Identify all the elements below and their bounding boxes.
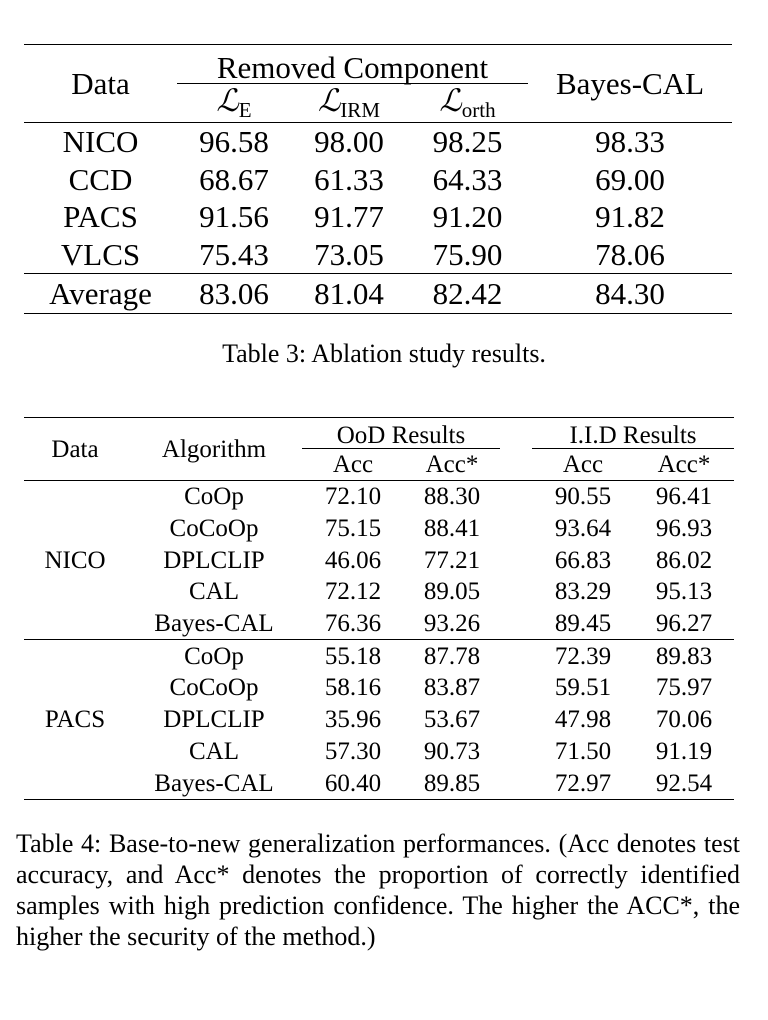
cell-algo: CoOp <box>126 481 302 513</box>
cell-iid-acc: 83.29 <box>554 578 612 606</box>
table-row <box>24 123 732 161</box>
table-4 <box>24 417 734 800</box>
cell-group-data: NICO <box>24 481 126 640</box>
cell-ood-acc-star: 89.05 <box>423 578 481 606</box>
cell-bayes: 91.82 <box>595 199 665 235</box>
header-gap <box>500 418 532 449</box>
cell-lorth: 91.20 <box>432 199 503 235</box>
cell-iid-acc-star: 91.19 <box>655 737 713 765</box>
group-pacs <box>24 640 734 799</box>
average-row <box>24 274 732 314</box>
cell-iid-acc-star: 95.13 <box>655 578 713 606</box>
cell-data: PACS <box>63 199 138 235</box>
table-4-caption: Table 4: Base-to-new generalization performances. (Acc denotes test accuracy, and Acc* denotes the proportion of correctly identified samples with high prediction confidence. The higher the ACC*, the higher the security of the method.) <box>16 829 740 951</box>
table-row <box>24 161 732 199</box>
cell-lorth: 98.25 <box>407 123 528 161</box>
ablation-table <box>24 44 732 314</box>
table-row <box>24 704 734 736</box>
loss-subscript: orth <box>461 98 496 122</box>
header-ood-acc: Acc <box>332 451 374 478</box>
cell-gap <box>500 672 532 704</box>
cell-bayes: 69.00 <box>595 161 665 197</box>
cell-algo: CAL <box>189 737 239 765</box>
cell-lorth: 75.90 <box>432 236 503 272</box>
cell-gap <box>500 513 532 545</box>
cell-algo: Bayes-CAL <box>154 610 274 638</box>
header-removed-component: Removed Component <box>177 45 528 84</box>
cell-gap <box>500 544 532 576</box>
cell-gap <box>500 608 532 640</box>
cell-algo: DPLCLIP <box>163 706 265 734</box>
generalization-table <box>24 417 734 800</box>
cell-bayes: 84.30 <box>528 274 732 314</box>
cell-iid-acc-star: 75.97 <box>655 674 713 702</box>
cell-iid-acc-star: 89.83 <box>634 640 734 672</box>
cell-iid-acc-star: 96.41 <box>634 481 734 513</box>
cell-ood-acc-star: 93.26 <box>423 610 481 638</box>
table-row <box>24 576 734 608</box>
cell-iid-acc: 90.55 <box>532 481 634 513</box>
cell-iid-acc: 72.39 <box>532 640 634 672</box>
cell-iid-acc: 71.50 <box>554 737 612 765</box>
cell-algo: CoCoOp <box>169 515 259 543</box>
cell-iid-acc-star: 96.93 <box>655 515 713 543</box>
header-iid-results: I.I.D Results <box>532 418 734 449</box>
header-loss-e <box>177 84 291 123</box>
cell-le: 68.67 <box>199 161 269 197</box>
cell-ood-acc: 72.12 <box>324 578 382 606</box>
cell-lorth: 64.33 <box>432 161 503 197</box>
cell-lorth: 82.42 <box>407 274 528 314</box>
table-row <box>24 198 732 236</box>
cell-iid-acc: 59.51 <box>554 674 612 702</box>
cell-iid-acc: 93.64 <box>554 515 612 543</box>
cell-lirm: 61.33 <box>314 161 384 197</box>
cell-iid-acc-star: 86.02 <box>655 546 713 574</box>
cell-data: VLCS <box>60 236 141 272</box>
cell-average-label: Average <box>24 274 177 314</box>
cell-iid-acc-star: 92.54 <box>634 767 734 799</box>
table-row <box>24 767 734 799</box>
header-gap <box>500 449 532 481</box>
header-loss-orth <box>407 84 528 123</box>
cell-le: 75.43 <box>199 236 269 272</box>
cell-algo: CoCoOp <box>169 674 259 702</box>
cell-ood-acc-star: 90.73 <box>423 737 481 765</box>
header-loss-irm <box>291 84 407 123</box>
cell-gap <box>500 767 532 799</box>
table-row <box>24 736 734 768</box>
cell-gap <box>500 736 532 768</box>
cell-ood-acc: 55.18 <box>302 640 404 672</box>
cell-lirm: 91.77 <box>314 199 384 235</box>
cell-data: NICO <box>24 123 177 161</box>
cell-group-data: PACS <box>24 640 126 799</box>
loss-subscript: IRM <box>340 98 380 122</box>
cell-iid-acc-star: 96.27 <box>655 610 713 638</box>
cell-algo: CAL <box>189 578 239 606</box>
header-iid-acc: Acc <box>562 451 604 478</box>
cell-ood-acc-star: 83.87 <box>423 674 481 702</box>
cell-ood-acc: 35.96 <box>324 706 382 734</box>
cell-gap <box>500 704 532 736</box>
cell-le: 96.58 <box>177 123 291 161</box>
cell-lirm: 81.04 <box>291 274 407 314</box>
cell-ood-acc: 57.30 <box>324 737 382 765</box>
loss-subscript: E <box>238 98 252 122</box>
cell-le: 91.56 <box>199 199 269 235</box>
cell-algo: DPLCLIP <box>163 546 265 574</box>
header-ood-results: OoD Results <box>302 418 500 449</box>
table-row <box>24 481 734 513</box>
cell-ood-acc: 72.10 <box>302 481 404 513</box>
cell-algo: CoOp <box>126 640 302 672</box>
table-row <box>24 544 734 576</box>
cell-ood-acc: 60.40 <box>302 767 404 799</box>
table-row <box>24 513 734 545</box>
table-3 <box>24 44 732 314</box>
cell-ood-acc-star: 88.30 <box>404 481 500 513</box>
header-bayes-cal: Bayes-CAL <box>528 45 732 123</box>
cell-ood-acc: 58.16 <box>324 674 382 702</box>
cell-iid-acc: 47.98 <box>554 706 612 734</box>
table-row <box>24 640 734 672</box>
header-data: Data <box>24 418 126 481</box>
cell-iid-acc-star: 70.06 <box>655 706 713 734</box>
cell-ood-acc-star: 87.78 <box>404 640 500 672</box>
cell-iid-acc: 89.45 <box>554 610 612 638</box>
cell-lirm: 98.00 <box>291 123 407 161</box>
table-row <box>24 672 734 704</box>
cell-bayes: 78.06 <box>595 236 665 272</box>
cell-ood-acc-star: 88.41 <box>423 515 481 543</box>
cell-ood-acc: 76.36 <box>324 610 382 638</box>
cell-iid-acc: 72.97 <box>532 767 634 799</box>
cell-bayes: 98.33 <box>528 123 732 161</box>
cell-le: 83.06 <box>177 274 291 314</box>
header-data: Data <box>24 45 177 123</box>
cell-ood-acc-star: 77.21 <box>423 546 481 574</box>
table-3-caption: Table 3: Ablation study results. <box>222 339 546 368</box>
loss-symbol: ℒ <box>317 83 341 119</box>
header-algorithm: Algorithm <box>126 418 302 481</box>
cell-data: CCD <box>68 161 133 197</box>
table-row <box>24 236 732 274</box>
loss-symbol: ℒ <box>439 83 462 119</box>
cell-ood-acc-star: 89.85 <box>404 767 500 799</box>
cell-gap <box>500 481 532 513</box>
cell-algo: Bayes-CAL <box>126 767 302 799</box>
group-nico <box>24 481 734 640</box>
header-iid-acc-star: Acc* <box>657 451 711 478</box>
cell-ood-acc: 46.06 <box>324 546 382 574</box>
cell-iid-acc: 66.83 <box>554 546 612 574</box>
cell-gap <box>500 576 532 608</box>
cell-ood-acc-star: 53.67 <box>423 706 481 734</box>
loss-symbol: ℒ <box>216 83 239 119</box>
cell-ood-acc: 75.15 <box>324 515 382 543</box>
header-ood-acc-star: Acc* <box>425 451 479 478</box>
table-row <box>24 608 734 640</box>
cell-lirm: 73.05 <box>314 236 384 272</box>
cell-gap <box>500 640 532 672</box>
